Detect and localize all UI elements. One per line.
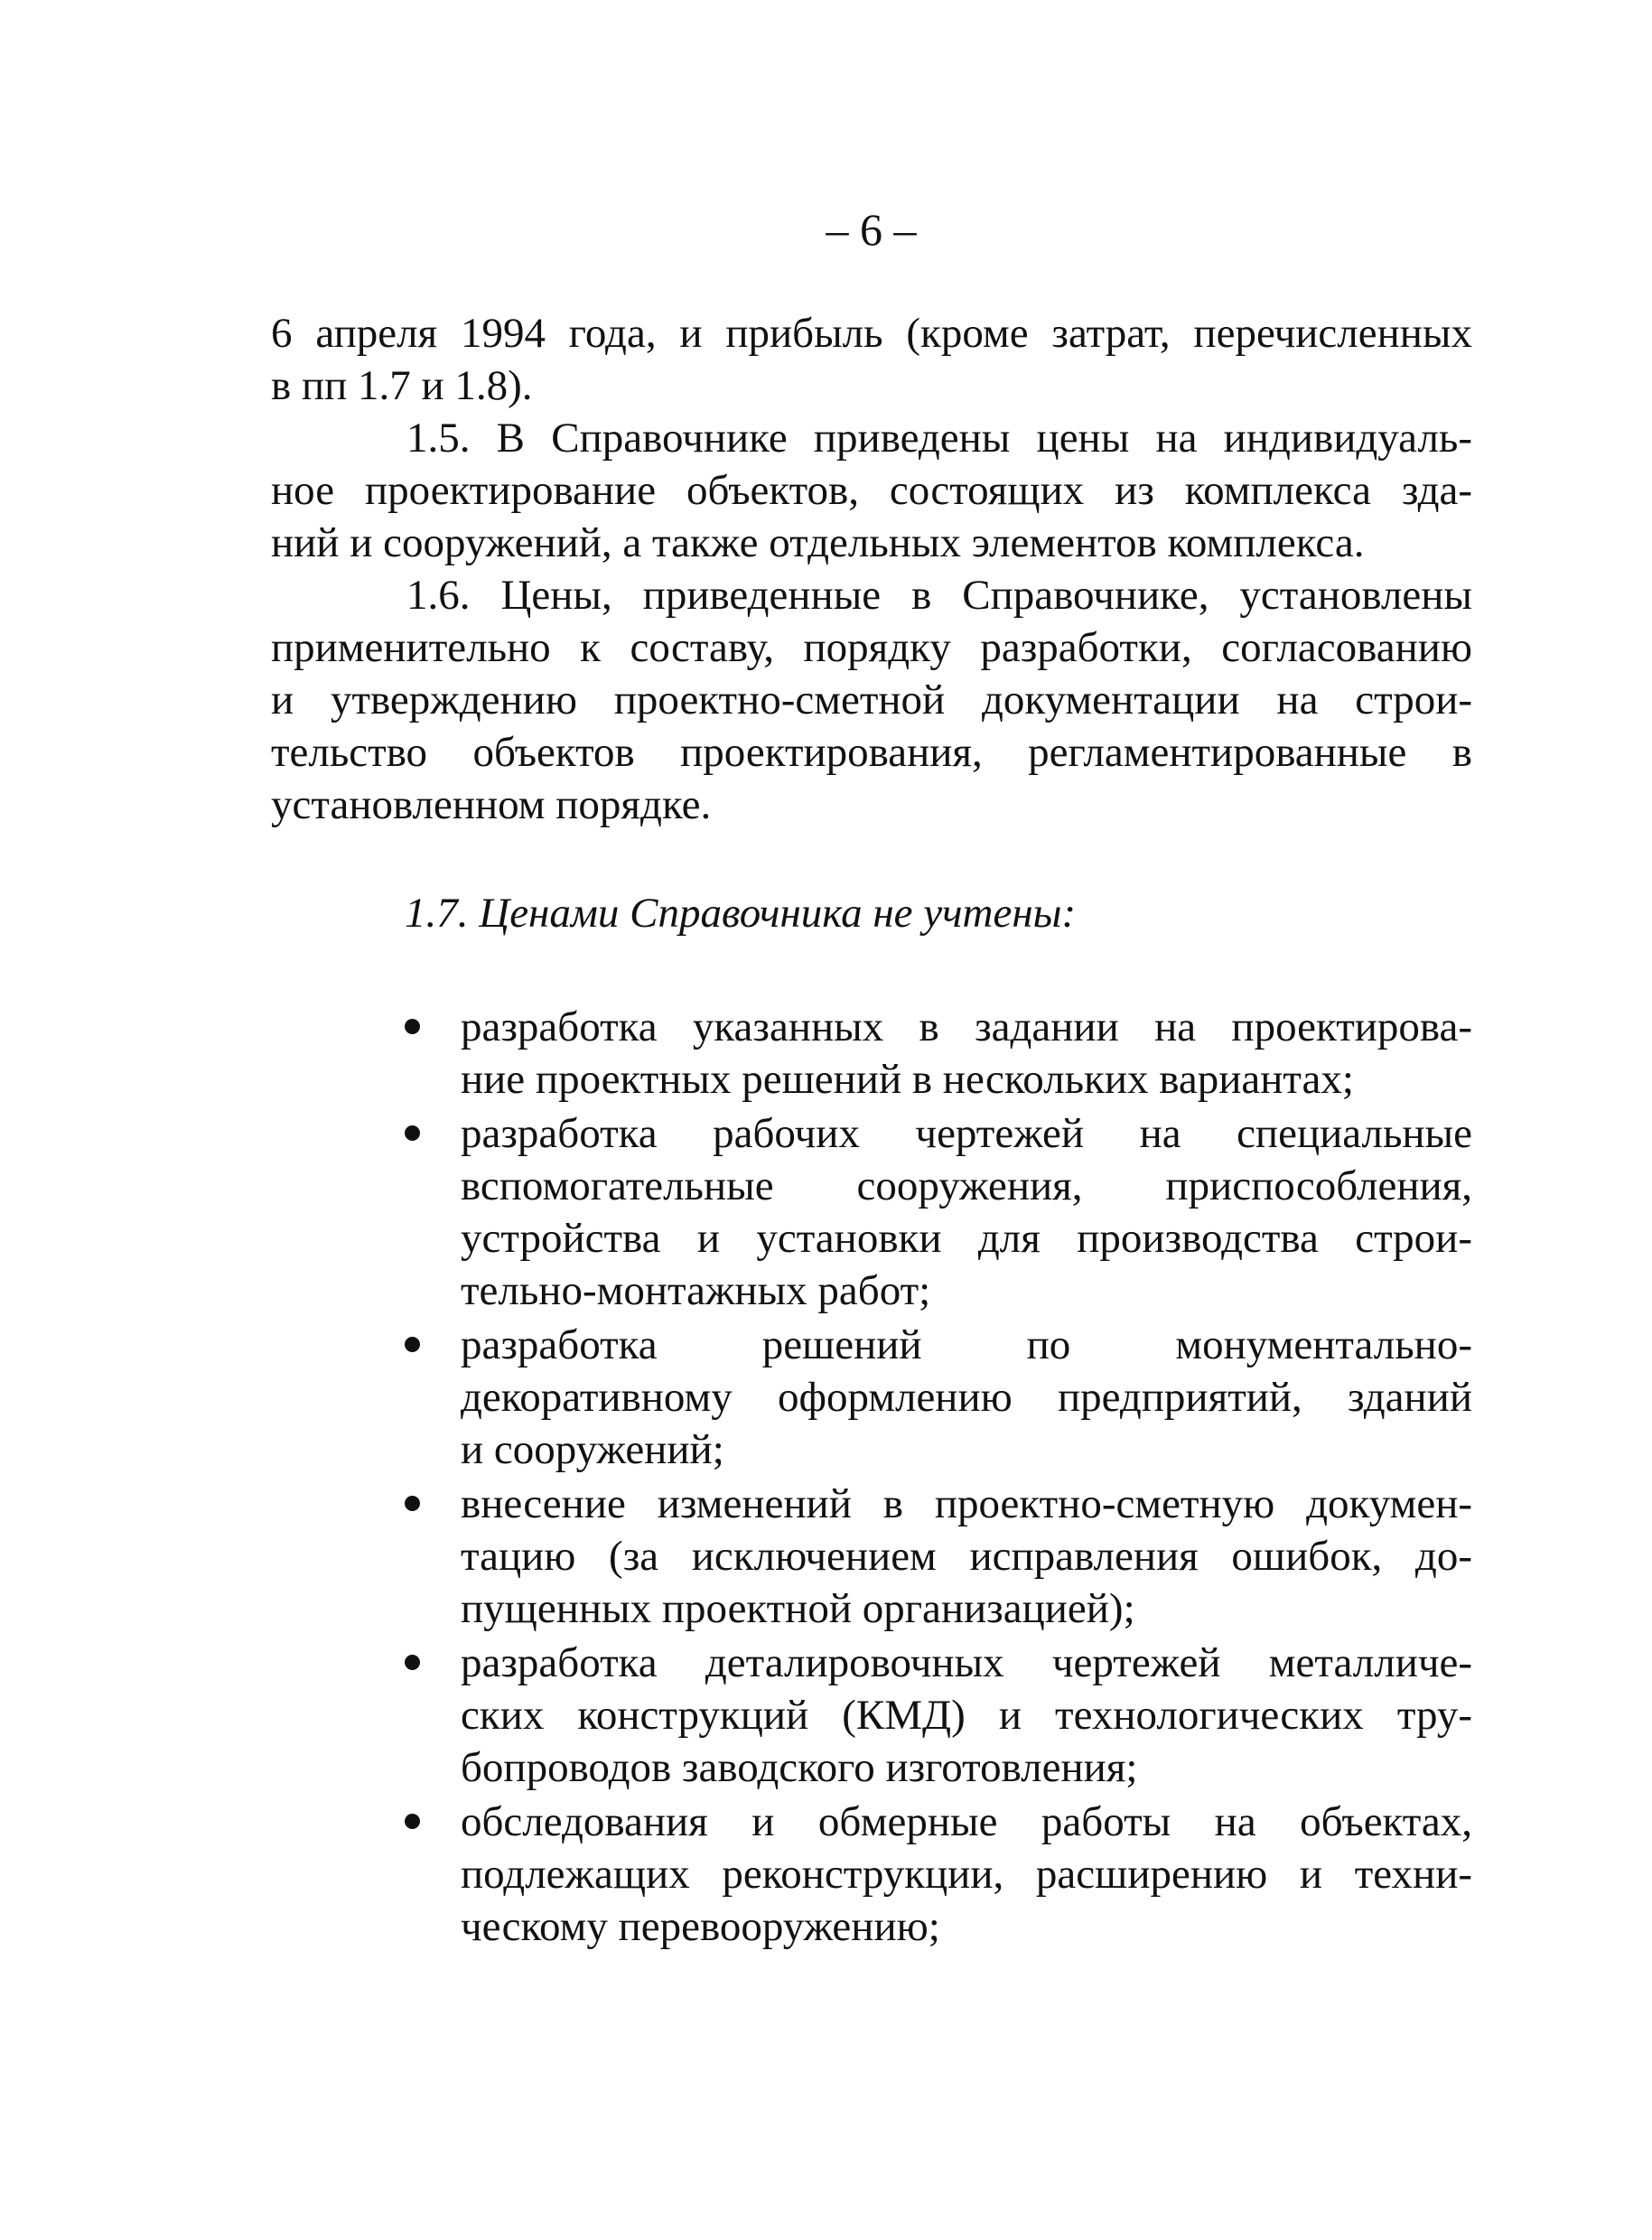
bullet-icon: [405, 1019, 420, 1034]
text-line: вспомогательные сооружения, приспособления,: [461, 1162, 1472, 1209]
list-item: [271, 1319, 1472, 1476]
text-line: разработка решений по монументально-: [461, 1321, 1472, 1368]
bullet-icon: [405, 1337, 420, 1352]
text-line: ний и сооружений, а также отдельных элементов комплекса.: [271, 519, 1365, 566]
text-line: ное проектирование объектов, состоящих из комплекса зда-: [271, 467, 1472, 514]
text-line: и утверждению проектно-сметной документации на строи-: [271, 677, 1472, 723]
paragraph-1-6: [271, 569, 1472, 831]
text-line: разработка указанных в задании на проектирова-: [461, 1003, 1472, 1050]
bullet-icon: [405, 1496, 420, 1511]
text-line: в пп 1.7 и 1.8).: [271, 362, 533, 409]
text-line: ских конструкций (КМД) и технологических тру-: [461, 1692, 1472, 1739]
text-line: разработка деталировочных чертежей металличе-: [461, 1639, 1472, 1686]
text-line: декоративному оформлению предприятий, зданий: [461, 1374, 1472, 1421]
text-line: и сооружений;: [461, 1426, 724, 1473]
text-line: 1.6. Цены, приведенные в Справочнике, установлены: [406, 572, 1472, 619]
text-line: подлежащих реконструкции, расширению и техни-: [461, 1851, 1472, 1898]
text-line: внесение изменений в проектно-сметную докумен-: [461, 1480, 1472, 1527]
bullet-icon: [405, 1125, 420, 1141]
intro-paragraph: [271, 307, 1472, 412]
text-line: разработка рабочих чертежей на специальные: [461, 1110, 1472, 1157]
section-1-7-title: 1.7. Ценами Справочника не учтены:: [405, 890, 1077, 937]
text-line: ческому перевооружению;: [461, 1903, 940, 1950]
text-line: 1.5. В Справочнике приведены цены на индивидуаль-: [406, 415, 1472, 462]
text-line: устройства и установки для производства строи-: [461, 1215, 1472, 1262]
text-line: тельство объектов проектирования, регламентированные в: [271, 729, 1472, 776]
text-line: ние проектных решений в нескольких вариантах;: [461, 1056, 1354, 1103]
list-item: [271, 1001, 1472, 1106]
list-item: [271, 1478, 1472, 1635]
list-item: [271, 1637, 1472, 1794]
list-item: [271, 1107, 1472, 1317]
text-line: обследования и обмерные работы на объектах,: [461, 1798, 1472, 1845]
list-item: [271, 1796, 1472, 1953]
bullet-icon: [405, 1814, 420, 1829]
text-line: пущенных проектной организацией);: [461, 1585, 1135, 1632]
text-line: установленном порядке.: [271, 781, 712, 828]
text-line: тацию (за исключением исправления ошибок, до-: [461, 1533, 1472, 1580]
paragraph-1-5: [271, 412, 1472, 569]
bullet-list: [271, 1001, 1472, 1955]
text-line: применительно к составу, порядку разработки, согласованию: [271, 624, 1472, 671]
text-line: бопроводов заводского изготовления;: [461, 1744, 1138, 1791]
bullet-icon: [405, 1655, 420, 1670]
text-line: тельно-монтажных работ;: [461, 1267, 931, 1314]
text-line: 6 апреля 1994 года, и прибыль (кроме затрат, перечисленных: [271, 310, 1472, 357]
page-number: – 6 –: [826, 204, 917, 255]
